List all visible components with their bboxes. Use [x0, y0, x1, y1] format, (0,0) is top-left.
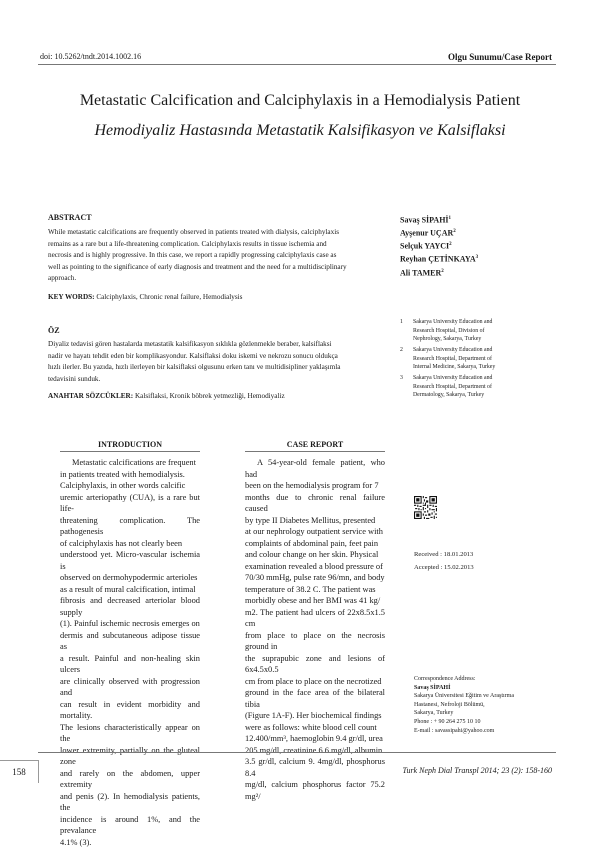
author-list — [400, 213, 560, 279]
case-report-heading: CASE REPORT — [286, 440, 344, 449]
oz-body — [48, 339, 386, 385]
qr-code-icon — [414, 496, 437, 519]
article-type: Olgu Sunumu/Case Report — [447, 52, 552, 62]
anahtar-label: ANAHTAR SÖZCÜKLER: — [48, 392, 134, 400]
keywords-text: Calciphylaxis, Chronic renal failure, Hemodialysis — [96, 293, 243, 301]
author: Ali TAMER$^2$ — [400, 268, 444, 278]
abstract-line: approach. — [48, 274, 77, 282]
abstract-line: remains as a rare but a life-threatening complication. Calciphylaxis results in tissue ischemia and — [48, 239, 327, 248]
affiliation: 3 Sakarya University Education and Research Hospital, Department of Dermatology, Sakarya, Turkey — [400, 375, 493, 398]
accepted-date: Accepted : 15.02.2013 — [414, 564, 474, 571]
abstract-body — [48, 227, 386, 285]
affiliation: 1 Sakarya University Education and Research Hospital, Division of Nephrology, Sakarya, Turkey — [400, 319, 493, 342]
abstract-line: While metastatic calcifications are frequently observed in patients treated with dialysis, calciphylaxis — [48, 228, 339, 236]
article-subtitle: Hemodiyaliz Hastasında Metastatik Kalsifikasyon ve Kalsiflaksi — [94, 122, 506, 139]
oz-line: hızlı ilerler. Bu yazıda, hızlı ilerleyen bir kalsiflaksi olgusunu erken tanı ve multidisipliner yaklaşımla — [48, 363, 341, 371]
abstract-heading: ABSTRACT — [48, 213, 92, 222]
case-report-body: A 54-year-old female patient, who had been on the hemodialysis program for 7 months due to chronic renal failure caused by type II Diabetes Mellitus, presented at our nephrology outpatient service with complaints of abdominal pain, feet pain and colour change on her skin. Physical examination revealed a blood pressure of 70/30 mmHg, pulse rate 96/mn, and body temperature of 38.2 C. The patient was morbidly obese and her BMI was 41 kg/ m2. The patient had ulcers of 22x8.5x1.5 cm from place to place on the necrosis ground in the suprapubic zone and lesions of 6x4.5x0.5 cm from place to place on the necrotized ground in the face area of the bilateral tibia (Figure 1A-F). Her biochemical findings were as follows: white blood cell count 12.400/mm³, haemoglobin 9.4 gr/dl, urea 205 mg/dl, creatinine 6.6 mg/dl, albumin 3.5 gr/dl, calcium 9. 4mg/dl, phosphorus 8.4 mg/dl, calcium phosphorus factor 75.2 mg²/ — [245, 458, 385, 801]
abstract-line: necrosis and is highly progressive. In this case, we report a rapidly progressing calciphylaxis case as — [48, 251, 337, 259]
oz-keywords — [48, 392, 285, 400]
footer-rule — [38, 752, 556, 753]
oz-line: Diyaliz tedavisi gören hastalarda metastatik kalsifikasyon sıklıkla gözlenmekle beraber, kalsiflaksi — [48, 340, 332, 348]
doi: doi: 10.5262/tndt.2014.1002.16 — [40, 52, 142, 61]
received-date: Received : 18.01.2013 — [414, 551, 474, 558]
author: Selçuk YAYCI$^2$ — [400, 241, 452, 251]
introduction-rule — [60, 451, 200, 452]
oz-line: tedavisini sunduk. — [48, 374, 101, 383]
oz-heading: ÖZ — [48, 326, 60, 335]
oz-line: nadir ve hayatı tehdit eden bir komplikasyondur. Kalsiflaksi doku iskemi ve nekrozu sonucu oldukça — [48, 351, 338, 360]
correspondence-phone: Phone : + 90 264 275 10 10 — [414, 718, 481, 725]
introduction-body: Metastatic calcifications are frequent in patients treated with hemodialysis. Calciphylaxis, in other words calcific uremic arteriopathy (CUA), is a rare but life- threatening complication. The pathogenesis of calciphylaxis has not clearly been understood yet. Micro-vascular ischemia is observed on dermohypodermic arterioles as a result of mural calcification, intimal fibrosis and decreased arteriolar blood supply (1). Painful ischemic necrosis emerges on dermis and subcutaneous adipose tissue as a result. Painful and non-healing skin ulcers are clinically observed with progression and can result in evident morbidity and mortality. The lesions characteristically appear on the lower extremity, partially on the gluteal zone and rarely on the abdomen, upper extremity and penis (2). In hemodialysis patients, the incidence is around 1%, and the prevalance 4.1% (3). — [60, 458, 200, 847]
abstract-line: well as pointing to the significance of early diagnosis and treatment and the need for a multidisciplinary — [48, 262, 347, 271]
correspondence-email: E-mail : savassipahi@yahoo.com — [414, 727, 495, 734]
case-report-rule — [245, 451, 385, 452]
correspondence-block: Correspondence Address: Savaş SİPAHİ Sakarya Üniversitesi Eğitim ve Araştırma Hastanesi, Nefroloji Bölümü, Sakarya, Turkey Phone : + 90 264 275 10 10 E-mail : savassipahi@yahoo.com — [414, 675, 559, 735]
affiliation: 2 Sakarya University Education and Research Hospital, Department of Internal Medicine, Sakarya, Turkey — [400, 347, 496, 370]
keywords-label: KEY WORDS: — [48, 293, 95, 301]
correspondence-name: Savaş SİPAHİ — [414, 684, 451, 691]
page-number: 158 — [0, 760, 39, 783]
journal-citation: Turk Neph Dial Transpl 2014; 23 (2): 158-160 — [402, 766, 552, 775]
anahtar-text: Kalsiflaksi, Kronik böbrek yetmezliği, Hemodiyaliz — [134, 392, 285, 400]
header-rule — [38, 64, 556, 65]
introduction-heading: INTRODUCTION — [97, 440, 162, 449]
article-title: Metastatic Calcification and Calciphylaxis in a Hemodialysis Patient — [79, 92, 521, 109]
author: Reyhan ÇETİNKAYA$^3$ — [400, 255, 479, 265]
abstract-keywords — [48, 293, 242, 301]
author: Savaş SİPAHİ$^1$ — [400, 215, 452, 225]
correspondence-label: Correspondence Address: — [414, 676, 476, 682]
author: Ayşenur UÇAR$^2$ — [400, 228, 456, 238]
